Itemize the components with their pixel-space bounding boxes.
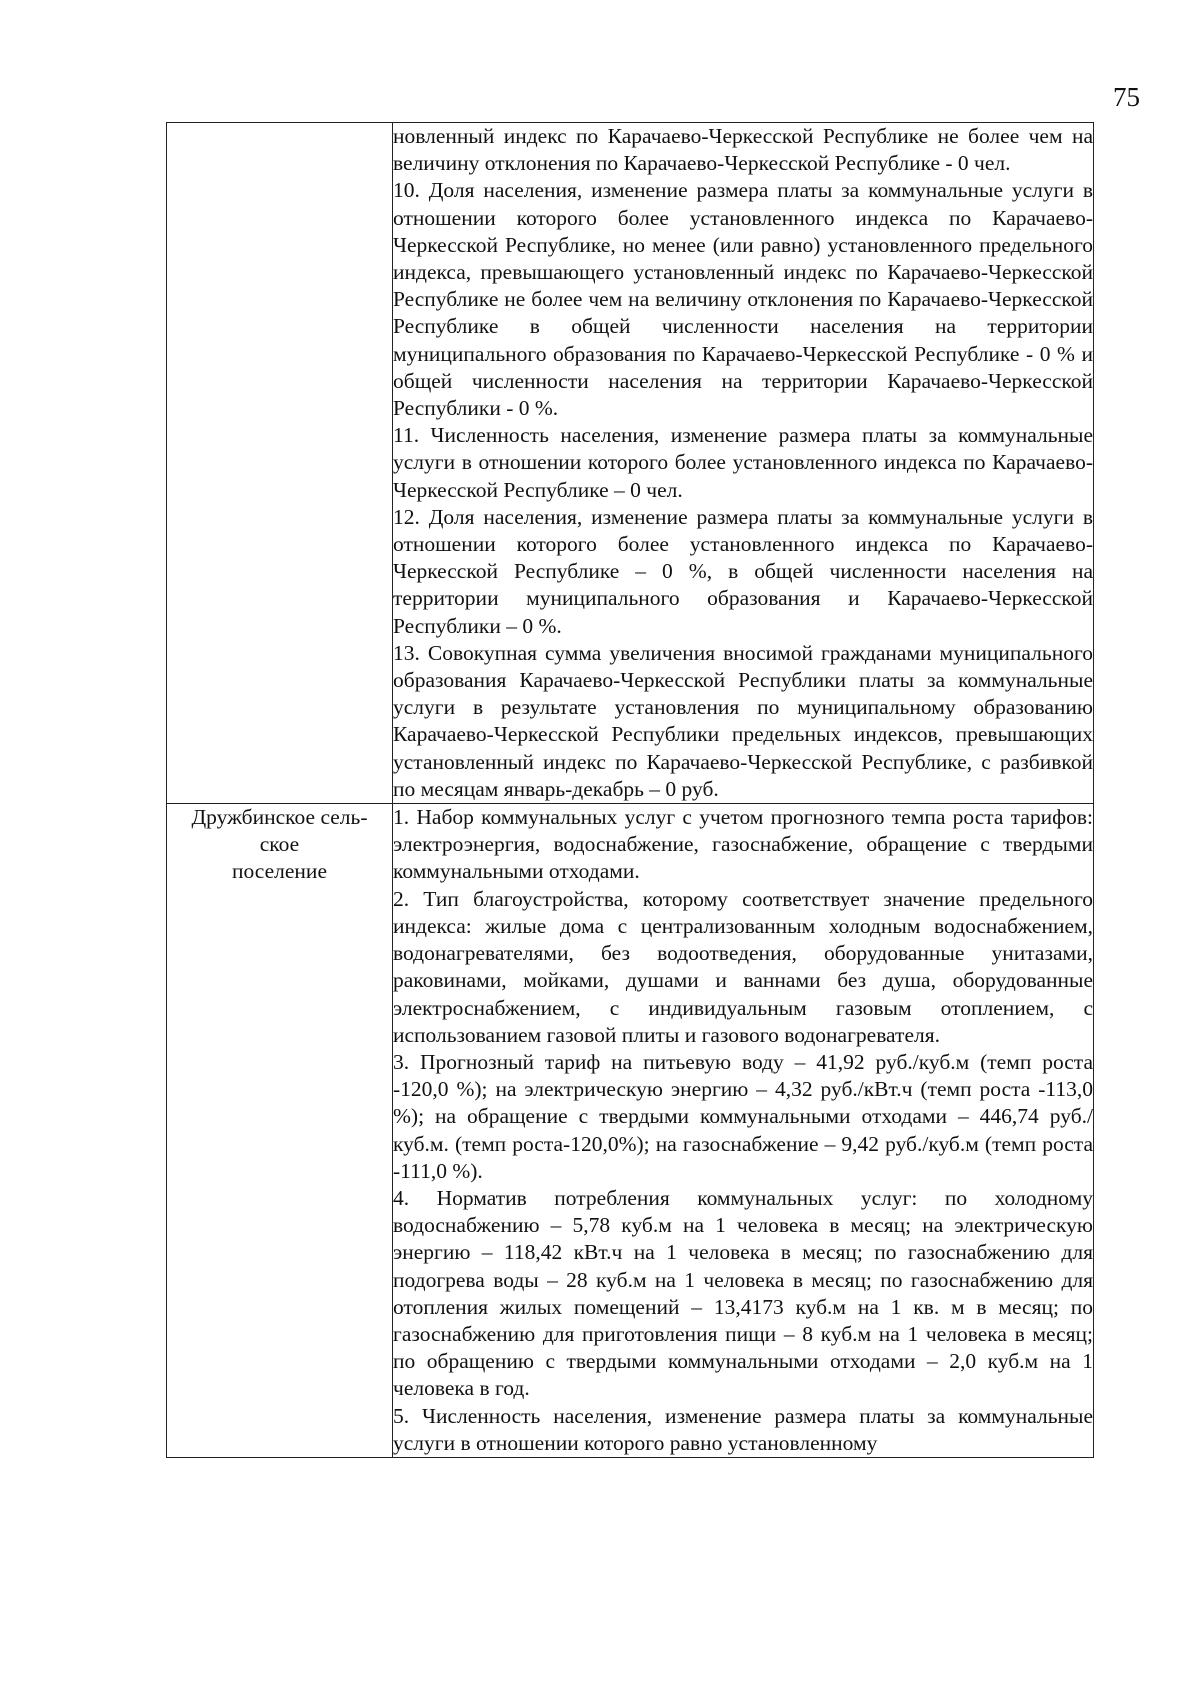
indicators-cell bbox=[393, 123, 1094, 804]
indicator-paragraph: 5. Численность населения, изменение размера платы за коммунальные услуги в отношении которого равно установленному bbox=[393, 1403, 1093, 1455]
indicator-paragraph: новленный индекс по Карачаево-Черкесской Республике не более чем на величину отклонения по Карачаево-Черкесской Республике - 0 чел. bbox=[393, 124, 1093, 176]
page-number: 75 bbox=[1113, 82, 1140, 112]
municipality-name-line: поселение bbox=[232, 859, 327, 884]
indicator-paragraph: 2. Тип благоустройства, которому соответствует значение предельного индекса: жилые дома с централизованным холодным водоснабжением, водонагревателями, без водоотведения, оборудованные унитазами, раковинами, мойками, душами и ваннами без душа, оборудованные электроснабжением, с индивидуальным газовым отоплением, с использованием газовой плиты и газового водонагревателя. bbox=[393, 886, 1093, 1047]
indicator-paragraph: 10. Доля населения, изменение размера платы за коммунальные услуги в отношении которого более установленного индекса по Карачаево-Черкесской Республике, но менее (или равно) установленного предельного индекса, превышающего установленный индекс по Карачаево-Черкесской Республике не более чем на величину отклонения по Карачаево-Черкесской Республике в общей численности населения на территории муниципального образования по Карачаево-Черкесской Республике - 0 % и общей численности населения на территории Карачаево-Черкесской Республики - 0 %. bbox=[393, 178, 1093, 421]
indicators-cell bbox=[393, 804, 1094, 1458]
indicator-paragraph: 13. Совокупная сумма увеличения вносимой гражданами муниципального образования Карачаево-Черкесской Республики платы за коммунальные услуги в результате установления по муниципальному образованию Карачаево-Черкесской Республики предельных индексов, превышающих установленный индекс по Карачаево-Черкесской Республике, с разбивкой по месяцам январь-декабрь – 0 руб. bbox=[393, 640, 1093, 801]
indicator-paragraph: 4. Норматив потребления коммунальных услуг: по холодному водоснабжению – 5,78 куб.м на 1 человека в месяц; на электрическую энергию – 118,42 кВт.ч на 1 человека в месяц; по газоснабжению для подогрева воды – 28 куб.м на 1 человека в месяц; по газоснабжению для отопления жилых помещений – 13,4173 куб.м на 1 кв. м в месяц; по газоснабжению для приготовления пищи – 8 куб.м на 1 человека в месяц; по обращению с твердыми коммунальными отходами – 2,0 куб.м на 1 человека в год. bbox=[393, 1185, 1093, 1401]
municipality-name-cell bbox=[167, 123, 393, 804]
municipality-name-line: ское bbox=[259, 832, 300, 857]
indicator-paragraph: 11. Численность населения, изменение размера платы за коммунальные услуги в отношении которого более установленного индекса по Карачаево-Черкесской Республике – 0 чел. bbox=[393, 423, 1093, 502]
municipality-name-cell bbox=[167, 804, 393, 1458]
indicator-paragraph: 3. Прогнозный тариф на питьевую воду – 41,92 руб./куб.м (темп роста -120,0 %); на электрическую энергию – 4,32 руб./кВт.ч (темп роста -113,0 %); на обращение с твердыми коммунальными отходами – 446,74 руб./куб.м. (темп роста-120,0%); на газоснабжение – 9,42 руб./куб.м (темп роста -111,0 %). bbox=[393, 1049, 1093, 1183]
table-row bbox=[167, 123, 1094, 804]
indices-table bbox=[166, 122, 1094, 1458]
table-row bbox=[167, 804, 1094, 1458]
indicator-paragraph: 12. Доля населения, изменение размера платы за коммунальные услуги в отношении которого более установленного индекса по Карачаево-Черкесской Республике – 0 %, в общей численности населения на территории муниципального образования и Карачаево-Черкесской Республики – 0 %. bbox=[393, 504, 1093, 638]
municipality-name-line: Дружбинское сель- bbox=[191, 805, 368, 830]
indicator-paragraph: 1. Набор коммунальных услуг с учетом прогнозного темпа роста тарифов: электроэнергия, водоснабжение, газоснабжение, обращение с твердыми коммунальными отходами. bbox=[393, 805, 1093, 884]
